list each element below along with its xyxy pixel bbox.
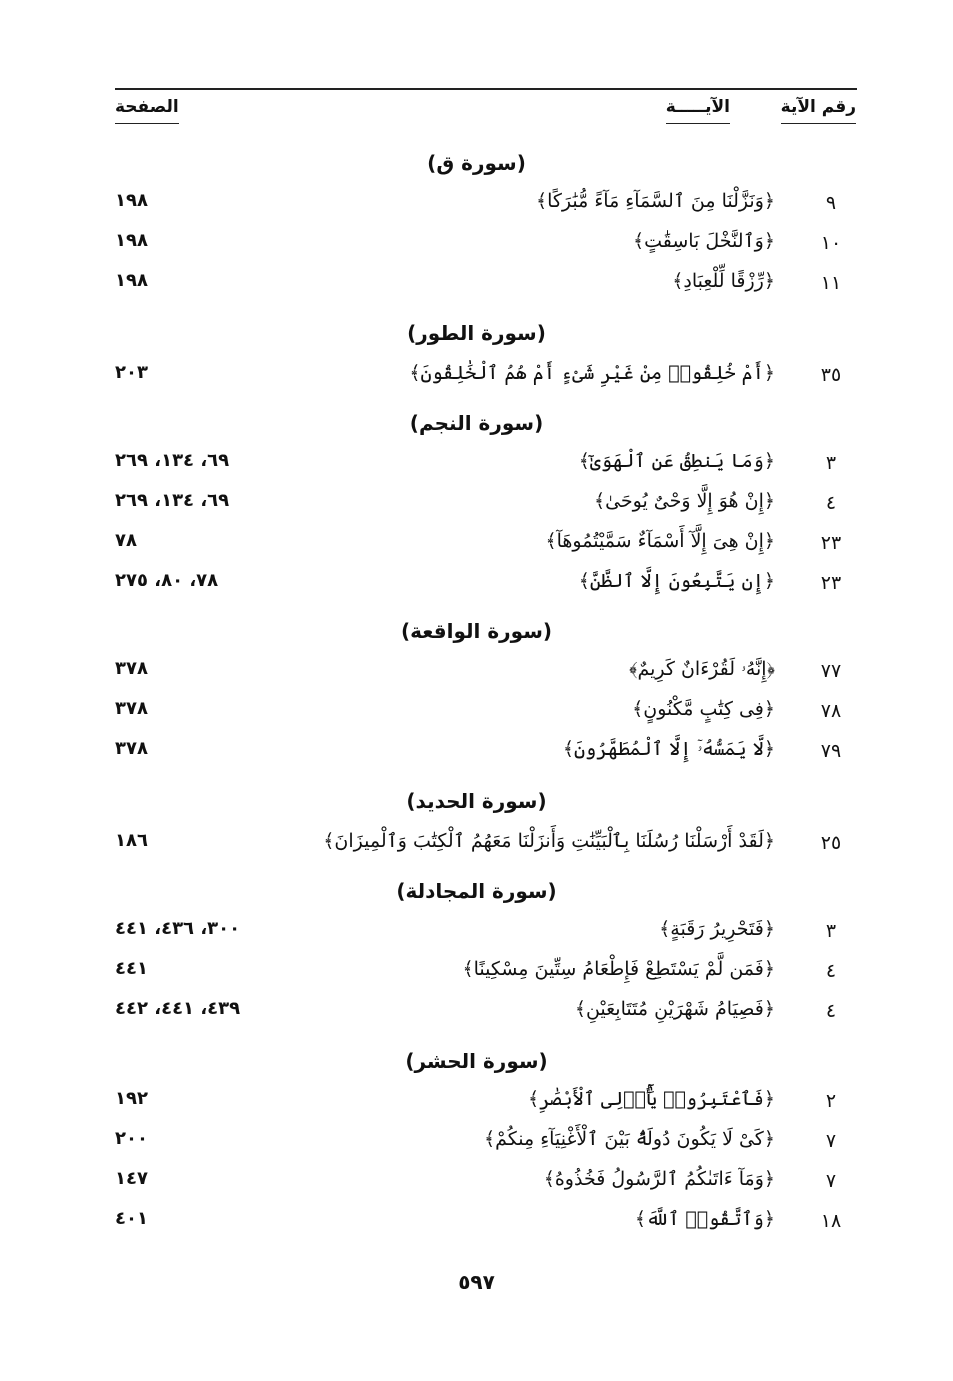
ayah-text: ﴿وَنَزَّلْنَا مِنَ ٱلسَّمَآءِ مَآءً مُّبَٰرَكًا﴾ xyxy=(535,190,775,212)
page-reference: ٢٠٣ xyxy=(115,362,148,383)
ayah-text: ﴿إِنْ هُوَ إِلَّا وَحْىٌ يُوحَىٰ﴾ xyxy=(593,490,775,512)
ayah-number: ٧ xyxy=(825,1130,837,1152)
ayah-number: ٢ xyxy=(825,1090,837,1112)
page-reference: ٣٠٠، ٤٣٦، ٤٤١ xyxy=(115,918,241,939)
ayah-text: ﴿فَتَحْرِيرُ رَقَبَةٍ﴾ xyxy=(659,918,775,940)
ayah-row xyxy=(0,270,953,304)
ayah-row xyxy=(0,530,953,564)
ayah-number: ٢٣ xyxy=(820,532,842,554)
ayah-text: ﴿لَّا يَمَسُّهُۥٓ إِلَّا ٱلْمُطَهَّرُونَ﴾ xyxy=(562,738,775,760)
page-reference: ٢٠٠ xyxy=(115,1128,148,1149)
ayah-number: ٣ xyxy=(825,920,837,942)
header-page: الصفحة xyxy=(115,97,179,117)
ayah-number: ٢٣ xyxy=(820,572,842,594)
surah-heading: (سورة الطور) xyxy=(407,321,546,345)
surah-heading: (سورة النجم) xyxy=(409,411,544,435)
page-reference: ٤٤١ xyxy=(115,958,148,979)
header-ayah: الآيـــــة xyxy=(665,97,730,117)
ayah-number: ١٠ xyxy=(820,232,842,254)
page-reference: ١٩٨ xyxy=(115,270,148,291)
ayah-text: ﴿وَمَآ ءَاتَىٰكُمُ ٱلرَّسُولُ فَخُذُوهُ﴾ xyxy=(543,1168,775,1190)
ayah-row xyxy=(0,658,953,692)
ayah-row xyxy=(0,490,953,524)
page-reference: ١٨٦ xyxy=(115,830,148,851)
ayah-number: ٧٨ xyxy=(820,700,842,722)
ayah-row xyxy=(0,738,953,772)
page-number: ٥٩٧ xyxy=(458,1270,495,1294)
header-ayah-number: رقم الآية xyxy=(780,97,856,117)
ayah-number: ١٨ xyxy=(820,1210,842,1232)
ayah-text: ﴿وَٱتَّقُوا۟ ٱللَّهَ﴾ xyxy=(634,1208,775,1230)
ayah-number: ٩ xyxy=(825,192,837,214)
ayah-row xyxy=(0,450,953,484)
ayah-row xyxy=(0,918,953,952)
top-rule xyxy=(115,88,857,90)
page-reference: ٣٧٨ xyxy=(115,738,148,759)
surah-heading: (سورة الحديد) xyxy=(406,789,547,813)
ayah-text: ﴿وَمَا يَنطِقُ عَنِ ٱلْهَوَىٰٓ﴾ xyxy=(578,450,775,472)
surah-heading: (سورة المجادلة) xyxy=(396,879,557,903)
page-reference: ١٤٧ xyxy=(115,1168,148,1189)
ayah-row xyxy=(0,190,953,224)
ayah-text: ﴿إِنْ هِىَ إِلَّآ أَسْمَآءٌ سَمَّيْتُمُوهَآ﴾ xyxy=(545,530,775,552)
surah-heading: (سورة الحشر) xyxy=(405,1049,548,1073)
page-reference: ١٩٢ xyxy=(115,1088,148,1109)
page-reference: ٧٨، ٨٠، ٢٧٥ xyxy=(115,570,219,591)
ayah-text: ﴿لَقَدْ أَرْسَلْنَا رُسُلَنَا بِٱلْبَيِّنَٰتِ وَأَنزَلْنَا مَعَهُمُ ٱلْكِتَٰبَ وَٱلْمِيزَانَ﴾ xyxy=(323,830,775,852)
page-reference: ١٩٨ xyxy=(115,230,148,251)
ayah-row xyxy=(0,570,953,604)
ayah-number: ٧ xyxy=(825,1170,837,1192)
ayah-text: ﴿فَمَن لَّمْ يَسْتَطِعْ فَإِطْعَامُ سِتِّينَ مِسْكِينًا﴾ xyxy=(462,958,775,980)
ayah-text: ﴿إِن يَتَّبِعُونَ إِلَّا ٱلظَّنَّ﴾ xyxy=(578,570,775,592)
ayah-number: ٤ xyxy=(825,492,837,514)
ayah-text: ﴿رِّزْقًا لِّلْعِبَادِ﴾ xyxy=(672,270,775,292)
ayah-number: ٤ xyxy=(825,1000,837,1022)
page-reference: ٣٧٨ xyxy=(115,658,148,679)
page-reference: ٧٨ xyxy=(115,530,137,551)
ayah-row xyxy=(0,958,953,992)
page-reference: ٤٣٩، ٤٤١، ٤٤٢ xyxy=(115,998,241,1019)
ayah-row xyxy=(0,1088,953,1122)
ayah-row xyxy=(0,998,953,1032)
page-reference: ٦٩، ١٣٤، ٢٦٩ xyxy=(115,490,230,511)
ayah-number: ١١ xyxy=(820,272,842,294)
ayah-row xyxy=(0,830,953,864)
ayah-text: ﴿فِى كِتَٰبٍ مَّكْنُونٍ﴾ xyxy=(632,698,775,720)
ayah-number: ٢٥ xyxy=(820,832,842,854)
ayah-row xyxy=(0,698,953,732)
ayah-text: ﴿إِنَّهُۥ لَقُرْءَانٌ كَرِيمٌ﴾ xyxy=(629,658,775,680)
ayah-row xyxy=(0,1128,953,1162)
ayah-text: ﴿فَٱعْتَبِرُوا۟ يَٰٓأُو۟لِى ٱلْأَبْصَٰرِ﴾ xyxy=(528,1088,775,1110)
page-reference: ٤٠١ xyxy=(115,1208,148,1229)
page-reference: ٣٧٨ xyxy=(115,698,148,719)
page-reference: ١٩٨ xyxy=(115,190,148,211)
ayah-number: ٧٩ xyxy=(820,740,842,762)
ayah-number: ٧٧ xyxy=(820,660,842,682)
ayah-number: ٣٥ xyxy=(820,364,842,386)
page-reference: ٦٩، ١٣٤، ٢٦٩ xyxy=(115,450,230,471)
ayah-text: ﴿كَىْ لَا يَكُونَ دُولَةًۢ بَيْنَ ٱلْأَغْنِيَآءِ مِنكُمْ﴾ xyxy=(484,1128,775,1150)
ayah-text: ﴿أَمْ خُلِقُوا۟ مِنْ غَيْرِ شَىْءٍ أَمْ هُمُ ٱلْخَٰلِقُونَ﴾ xyxy=(409,362,775,384)
ayah-row xyxy=(0,1168,953,1202)
ayah-row xyxy=(0,1208,953,1242)
ayah-number: ٤ xyxy=(825,960,837,982)
ayah-row xyxy=(0,230,953,264)
surah-heading: (سورة ق) xyxy=(427,151,526,175)
ayah-number: ٣ xyxy=(825,452,837,474)
ayah-row xyxy=(0,362,953,396)
ayah-text: ﴿فَصِيَامُ شَهْرَيْنِ مُتَتَابِعَيْنِ﴾ xyxy=(574,998,775,1020)
ayah-text: ﴿وَٱلنَّخْلَ بَاسِقَٰتٍ﴾ xyxy=(632,230,775,252)
surah-heading: (سورة الواقعة) xyxy=(400,619,553,643)
